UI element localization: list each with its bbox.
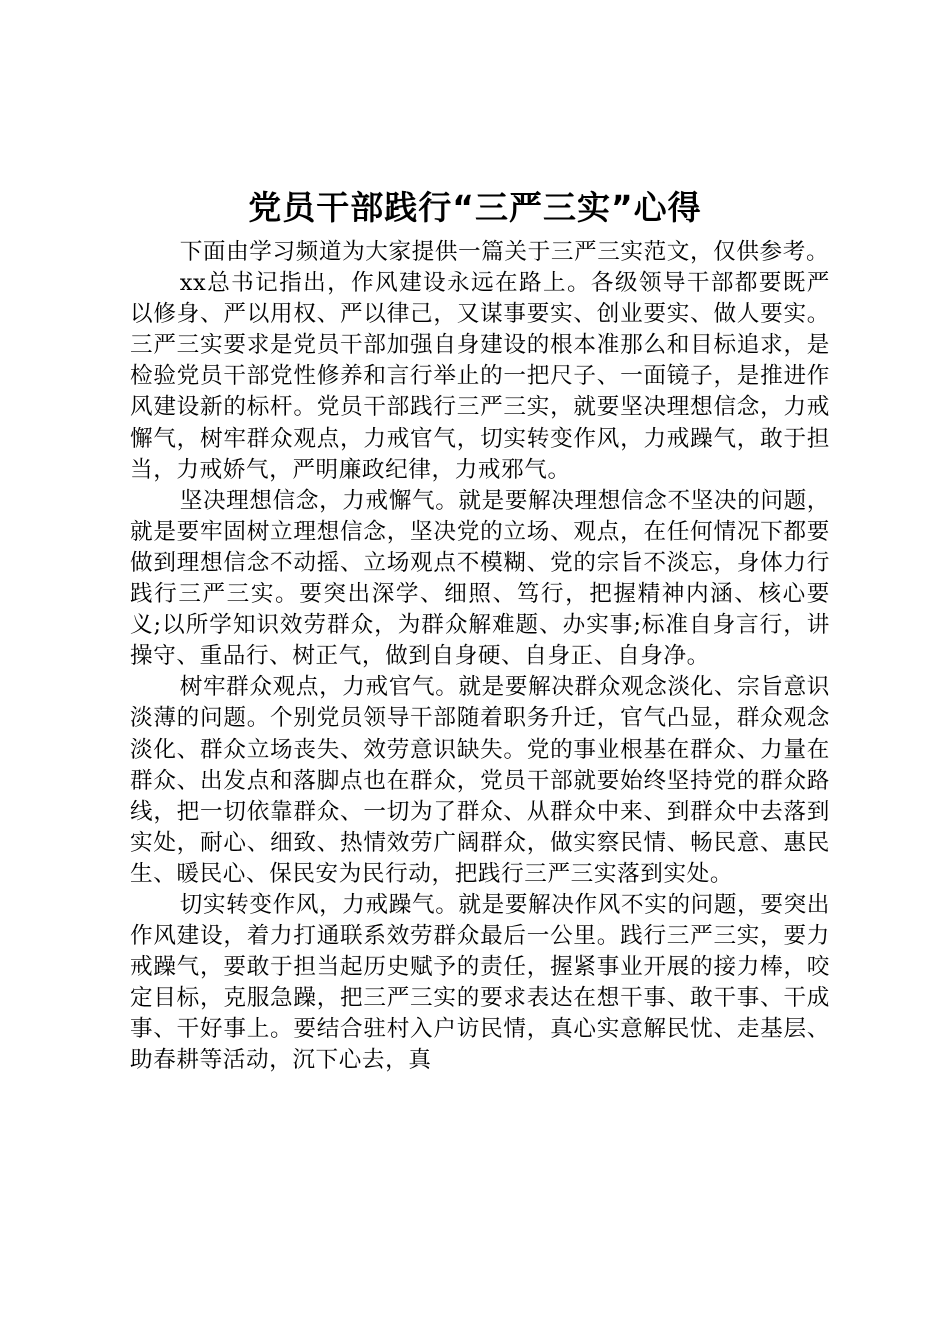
paragraph-ideals: 坚决理想信念，力戒懈气。就是要解决理想信念不坚决的问题，就是要牢固树立理想信念，坚决党的立场、观点，在任何情况下都要做到理想信念不动摇、立场观点不模糊、党的宗旨不淡忘，身体力行践行三严三实。要突出深学、细照、笃行，把握精神内涵、核心要义;以所学知识效劳群众，为群众解难题、办实事;标准自身言行，讲操守、重品行、树正气，做到自身硬、自身正、自身净。 bbox=[130, 487, 830, 670]
paragraph-overview: xx总书记指出，作风建设永远在路上。各级领导干部都要既严以修身、严以用权、严以律己，又谋事要实、创业要实、做人要实。三严三实要求是党员干部加强自身建设的根本准那么和目标追求，是检验党员干部党性修养和言行举止的一把尺子、一面镜子，是推进作风建设新的标杆。党员干部践行三严三实，就要坚决理想信念，力戒懈气，树牢群众观点，力戒官气，切实转变作风，力戒躁气，敢于担当，力戒娇气，严明廉政纪律，力戒邪气。 bbox=[130, 270, 830, 483]
document-body bbox=[130, 237, 830, 1077]
paragraph-masses: 树牢群众观点，力戒官气。就是要解决群众观念淡化、宗旨意识淡薄的问题。个别党员领导干部随着职务升迁，官气凸显，群众观念淡化、群众立场丧失、效劳意识缺失。党的事业根基在群众、力量在群众、出发点和落脚点也在群众，党员干部就要始终坚持党的群众路线，把一切依靠群众、一切为了群众、从群众中来、到群众中去落到实处，耐心、细致、热情效劳广阔群众，做实察民情、畅民意、惠民生、暖民心、保民安为民行动，把践行三严三实落到实处。 bbox=[130, 674, 830, 887]
paragraph-intro: 下面由学习频道为大家提供一篇关于三严三实范文，仅供参考。 bbox=[179, 239, 830, 265]
paragraph-style: 切实转变作风，力戒躁气。就是要解决作风不实的问题，要突出作风建设，着力打通联系效劳群众最后一公里。践行三严三实，要力戒躁气，要敢于担当起历史赋予的责任，握紧事业开展的接力棒，咬定目标，克服急躁，把三严三实的要求表达在想干事、敢干事、干成事、干好事上。要结合驻村入户访民情，真心实意解民忧、走基层、助春耕等活动，沉下心去，真 bbox=[130, 891, 830, 1074]
document-title: 党员干部践行“三严三实”心得 bbox=[248, 188, 702, 227]
